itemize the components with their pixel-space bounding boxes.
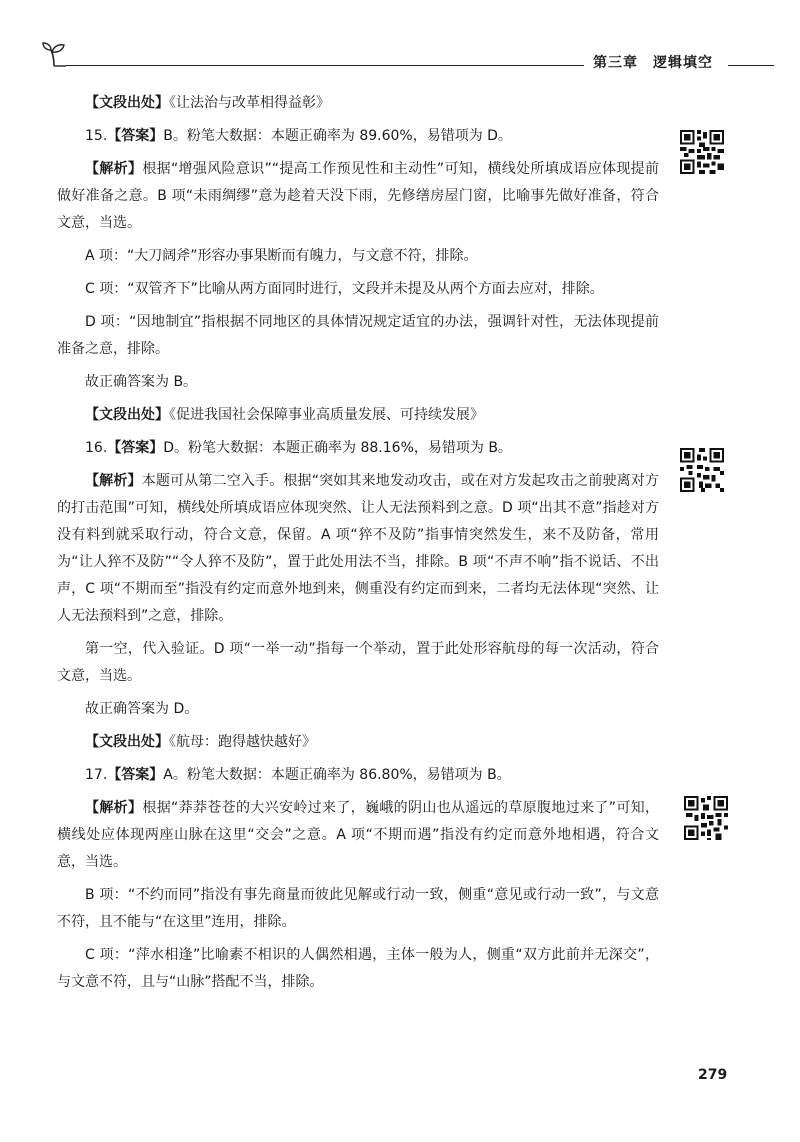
analysis-text: 本题可从第二空入手。根据“突如其来地发动攻击，或在对方发起攻击之前驶离对方的打击范围”可知，横线处所填成语应体现突然、让人无法预料到之意。D 项“出其不意”指趁对方没有料到就采取行动，符合文意，保留。A 项“猝不及防”指事情突然发生，来不及防备，常用为“让人猝不及防”“令人猝不及防”，置于此处用法不当，排除。B 项“不声不响”指不说话、不出声，C 项“不期而至”指没有约定而意外地到来，侧重没有约定而到来，二者均无法体现“突然、让人无法预料到”之意，排除。 xyxy=(57,473,659,624)
source-text: 《促进我国社会保障事业高质量发展、可持续发展》 xyxy=(169,407,484,423)
answer-line xyxy=(57,435,659,462)
analysis-paragraph xyxy=(57,156,659,237)
analysis-tag: 【解析】 xyxy=(85,473,142,489)
option-paragraph: A 项：“大刀阔斧”形容办事果断而有魄力，与文意不符，排除。 xyxy=(85,248,478,264)
analysis-tag: 【解析】 xyxy=(85,800,143,816)
answer-tag: 【答案】 xyxy=(107,440,164,456)
source-text: 《让法治与改革相得益彰》 xyxy=(169,95,330,111)
question-number: 15. xyxy=(85,128,108,144)
question-number: 17. xyxy=(85,767,108,783)
header-rule-right xyxy=(728,65,774,66)
answer-line xyxy=(57,123,659,150)
analysis-tag: 【解析】 xyxy=(85,161,143,177)
answer-line xyxy=(57,762,659,789)
option-paragraph: C 项：“双管齐下”比喻从两方面同时进行，文段并未提及从两个方面去应对，排除。 xyxy=(85,281,604,297)
source-text: 《航母：跑得越快越好》 xyxy=(169,734,316,750)
answer-text: B。粉笔大数据：本题正确率为 89.60%，易错项为 D。 xyxy=(163,128,512,144)
analysis-text: 根据“增强风险意识”“提高工作预见性和主动性”可知，横线处所填成语应体现提前做好准备之意。B 项“未雨绸缪”意为趁着天没下雨，先修缮房屋门窗，比喻事先做好准备，符合文意，当选。 xyxy=(57,161,660,231)
analysis-text: 根据“莽莽苍苍的大兴安岭过来了，巍峨的阴山也从遥远的草原腹地过来了”可知，横线处应体现两座山脉在这里“交会”之意。A 项“不期而遇”指没有约定而意外地相遇，符合文意，当选。 xyxy=(57,800,659,870)
source-line xyxy=(57,402,659,429)
option-paragraph: D 项：“因地制宜”指根据不同地区的具体情况规定适宜的办法，强调针对性，无法体现提前准备之意，排除。 xyxy=(57,314,659,357)
option-paragraph: 第一空，代入验证。D 项“一举一动”指每一个举动，置于此处形容航母的每一次活动，符合文意，当选。 xyxy=(57,641,659,684)
analysis-paragraph xyxy=(57,468,659,630)
page-body xyxy=(57,90,659,1002)
chapter-title: 第三章 逻辑填空 xyxy=(593,55,713,71)
answer-text: A。粉笔大数据：本题正确率为 86.80%，易错项为 B。 xyxy=(163,767,511,783)
source-line xyxy=(57,729,659,756)
answer-tag: 【答案】 xyxy=(107,128,164,144)
qr-code-icon[interactable] xyxy=(680,448,724,492)
analysis-paragraph xyxy=(57,795,659,876)
qr-code-icon[interactable] xyxy=(684,796,728,840)
qr-code-icon[interactable] xyxy=(680,130,724,174)
page-header xyxy=(0,0,800,80)
conclusion-paragraph: 故正确答案为 D。 xyxy=(85,701,199,717)
source-tag: 【文段出处】 xyxy=(85,95,169,111)
answer-text: D。粉笔大数据：本题正确率为 88.16%，易错项为 B。 xyxy=(163,440,512,456)
page-number: 279 xyxy=(698,1067,728,1083)
source-tag: 【文段出处】 xyxy=(85,734,169,750)
option-paragraph: B 项：“不约而同”指没有事先商量而彼此见解或行动一致，侧重“意见或行动一致”，与文意不符，且不能与“在这里”连用，排除。 xyxy=(57,887,659,930)
conclusion-paragraph: 故正确答案为 B。 xyxy=(85,374,198,390)
source-tag: 【文段出处】 xyxy=(85,407,169,423)
option-paragraph: C 项：“萍水相逢”比喻素不相识的人偶然相遇，主体一般为人，侧重“双方此前并无深交”，与文意不符，且与“山脉”搭配不当，排除。 xyxy=(57,947,659,990)
question-number: 16. xyxy=(85,440,108,456)
source-line xyxy=(57,90,659,117)
answer-tag: 【答案】 xyxy=(107,767,164,783)
header-rule-left xyxy=(66,65,584,66)
